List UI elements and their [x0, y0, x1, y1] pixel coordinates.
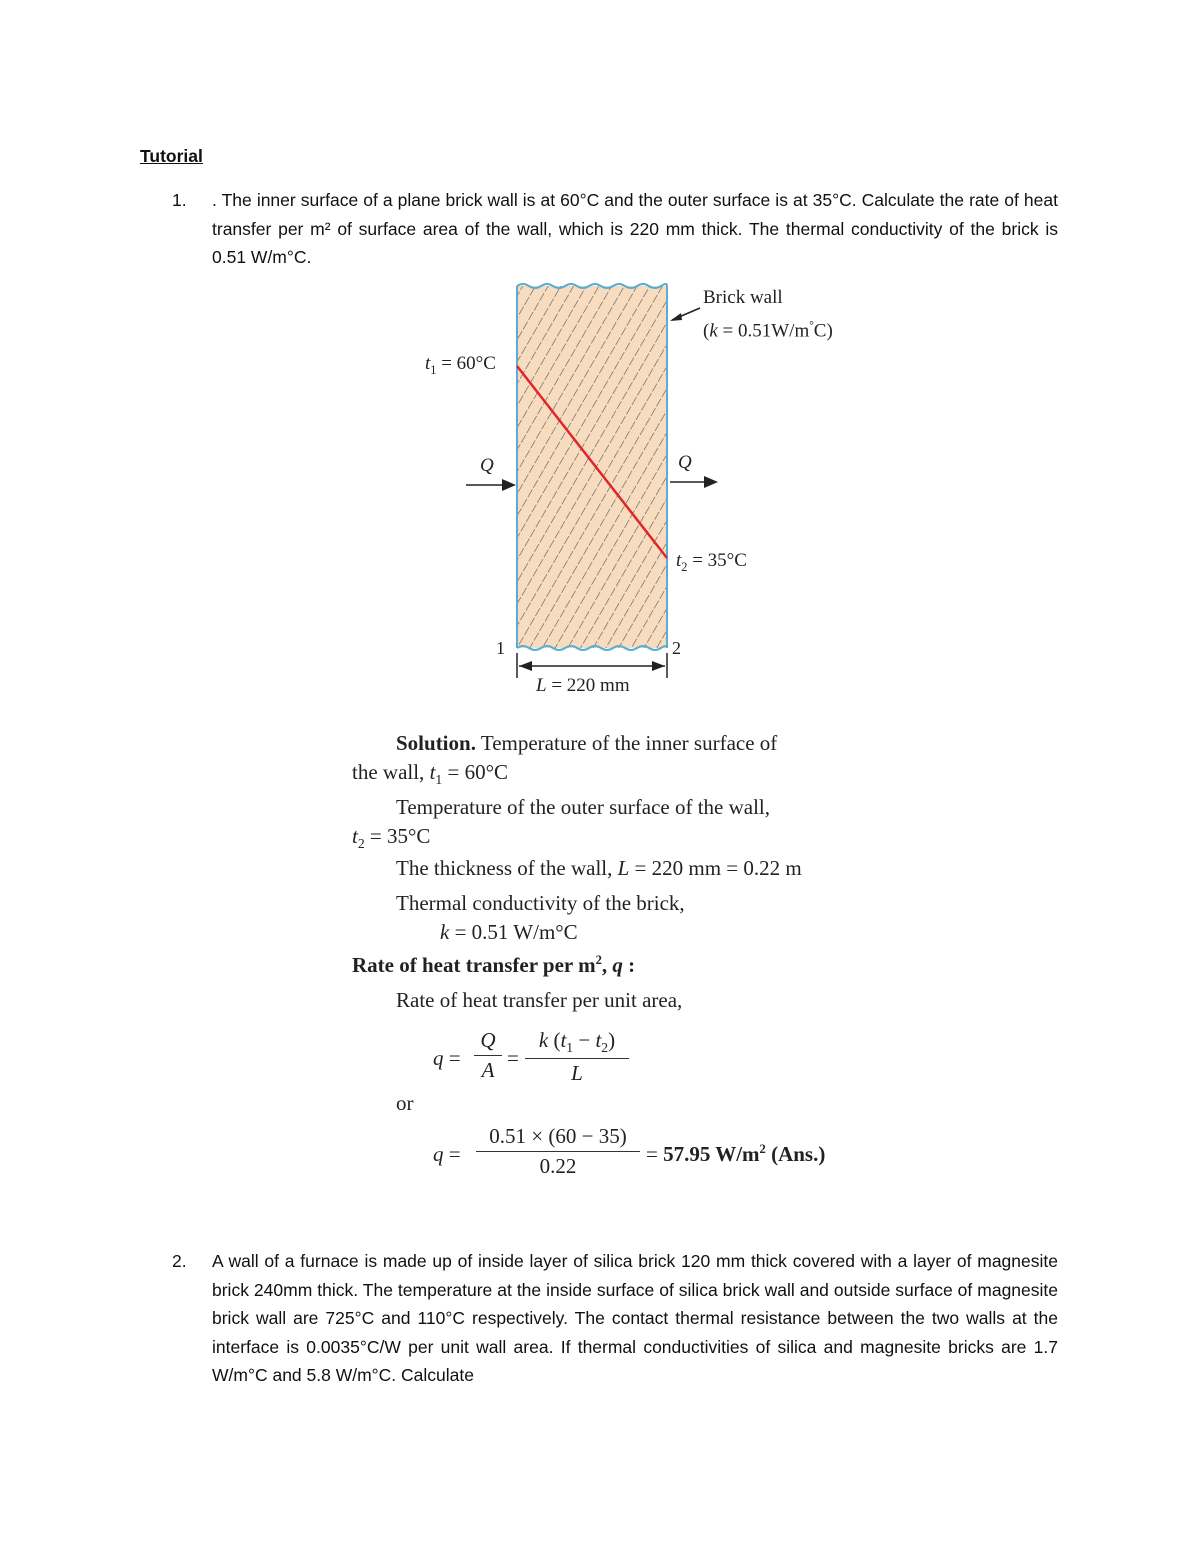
eq1-fraction-1: Q A	[474, 1028, 502, 1083]
eq1-equals: =	[507, 1046, 519, 1070]
rate-heading: Rate of heat transfer per $m^2$, q :	[352, 953, 636, 977]
t2-label: $t_2 = 35^\circ C$	[676, 550, 747, 574]
face-1-label: 1	[496, 638, 505, 658]
conductivity-label: (k = 0.51W/m°C)	[703, 320, 833, 342]
eq1-lhs: q =	[433, 1046, 461, 1070]
eq2-result: = 57.95 $W/m^2$ (Ans.)	[646, 1142, 826, 1166]
eq1-fraction-2: k $(t_1 - t_2)$ L	[525, 1028, 629, 1086]
solution-line-2a: Temperature of the outer surface of the wall,	[396, 795, 771, 819]
problem-1-text: . The inner surface of a plane brick wall is at 60°C and the outer surface is at 35°C. Calculate the rate of heat transfer per m² of surface area of the wall, which is 220 mm thick. The thermal conductivity of the brick is 0.51 W/m°C.	[212, 190, 1058, 267]
problem-2-number: 2.	[172, 1251, 187, 1271]
eq2-fraction: 0.51 × (60 − 35) 0.22	[476, 1124, 640, 1179]
solution-line-3: The thickness of the wall, L = 220 mm = 0.22 m	[396, 856, 802, 880]
document-title: Tutorial	[140, 146, 203, 166]
solution-line-5: k = 0.51 W/m°C	[440, 920, 578, 944]
or-label: or	[396, 1091, 414, 1115]
face-2-label: 2	[672, 638, 681, 658]
q-left-label: Q	[480, 455, 494, 476]
eq2-lhs: q =	[433, 1142, 461, 1166]
problem-2-text: A wall of a furnace is made up of inside layer of silica brick 120 mm thick covered with a layer of magnesite brick 240mm thick. The temperature at the inside surface of silica brick wall and outside surface of magnesite brick wall are 725°C and 110°C respectively. The contact thermal resistance between the two walls at the interface is 0.0035°C/W per unit wall area. If thermal conductivities of silica and magnesite bricks are 1.7 W/m°C and 5.8 W/m°C. Calculate	[212, 1251, 1058, 1385]
q-right-label: Q	[678, 452, 692, 473]
t1-label: $t_1 = 60^\circ C$	[425, 353, 496, 377]
solution-line-1b: the wall, $t_1 = 60^\circ C$	[352, 760, 508, 788]
solution-line-1a: Solution. Temperature of the inner surface of	[396, 731, 778, 755]
brick-wall-label: Brick wall	[703, 287, 783, 308]
rate-subheading: Rate of heat transfer per unit area,	[396, 988, 683, 1012]
solution-line-2b: $t_2 = 35^\circ C$	[352, 824, 431, 852]
length-label: L = 220 mm	[536, 675, 630, 696]
problem-1-number: 1.	[172, 190, 187, 210]
solution-line-4: Thermal conductivity of the brick,	[396, 891, 685, 915]
